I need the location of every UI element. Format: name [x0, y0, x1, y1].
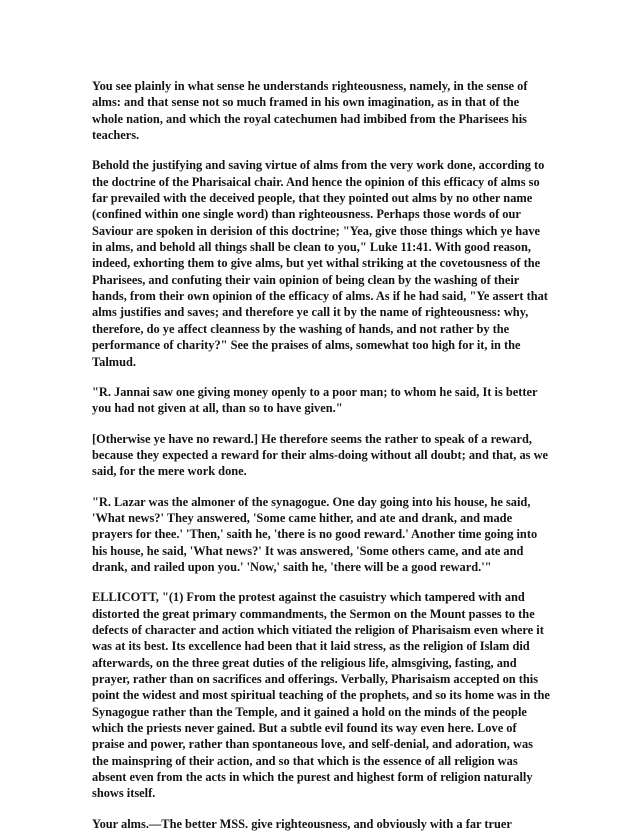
paragraph-6: ELLICOTT, "(1) From the protest against the casuistry which tampered with and distorted the great primary commandments, the Sermon on the Mount passes to the defects of character and action which vitiated the religion of Pharisaism even where it was at its best. Its excellence had been that it laid stress, as the religion of Islam did afterwards, on the three great duties of the religious life, almsgiving, fasting, and prayer, rather than on sacrifices and offerings. Verbally, Pharisaism accepted on this point the widest and most spiritual teaching of the prophets, and so its home was in the Synagogue rather than the Temple, and it gained a hold on the minds of the people which the priests never gained. But a subtle evil found its way even here. Love of praise and power, rather than spontaneous love, and self-denial, and adoration, was the mainspring of their action, and so that which is the essence of all religion was absent even from the acts in which the purest and highest form of religion naturally shows itself. [92, 590, 550, 801]
paragraph-1: You see plainly in what sense he understands righteousness, namely, in the sense of alms: and that sense not so much framed in his own imagination, as in that of the whole nation, and which the royal catechumen had imbibed from the Pharisees his teachers. [92, 79, 528, 143]
document-page [92, 78, 552, 832]
paragraph-2: Behold the justifying and saving virtue of alms from the very work done, according to the doctrine of the Pharisaical chair. And hence the opinion of this efficacy of alms so far prevailed with the deceived people, that they pointed out alms by no other name (confined within one single word) than righteousness. Perhaps those words of our Saviour are spoken in derision of this doctrine; "Yea, give those things which ye have in alms, and behold all things shall be clean to you," Luke 11:41. With good reason, indeed, exhorting them to give alms, but yet withal striking at the covetousness of the Pharisees, and confuting their vain opinion of being clean by the washing of their hands, from their own opinion of the efficacy of alms. As if he had said, "Ye assert that alms justifies and saves; and therefore ye call it by the name of righteousness: why, therefore, do ye affect cleanness by the washing of hands, and not rather by the performance of charity?" See the praises of alms, somewhat too high for it, in the Talmud. [92, 158, 548, 369]
paragraph-7: Your alms.—The better MSS. give righteousness, and obviously with a far truer [92, 816, 512, 831]
paragraph-3: "R. Jannai saw one giving money openly to a poor man; to whom he said, It is better you had not given at all, than so to have given." [92, 384, 538, 416]
paragraph-4: [Otherwise ye have no reward.] He therefore seems the rather to speak of a reward, because they expected a reward for their alms-doing without all doubt; and that, as we said, for the mere work done. [92, 431, 549, 479]
paragraph-5: "R. Lazar was the almoner of the synagogue. One day going into his house, he said, 'What news?' They answered, 'Some came hither, and ate and drank, and made prayers for thee.' 'Then,' saith he, 'there is no good reward.' Another time going into his house, he said, 'What news?' It was answered, 'Some others came, and ate and drank, and railed upon you.' 'Now,' saith he, 'there will be a good reward.'" [92, 494, 538, 574]
